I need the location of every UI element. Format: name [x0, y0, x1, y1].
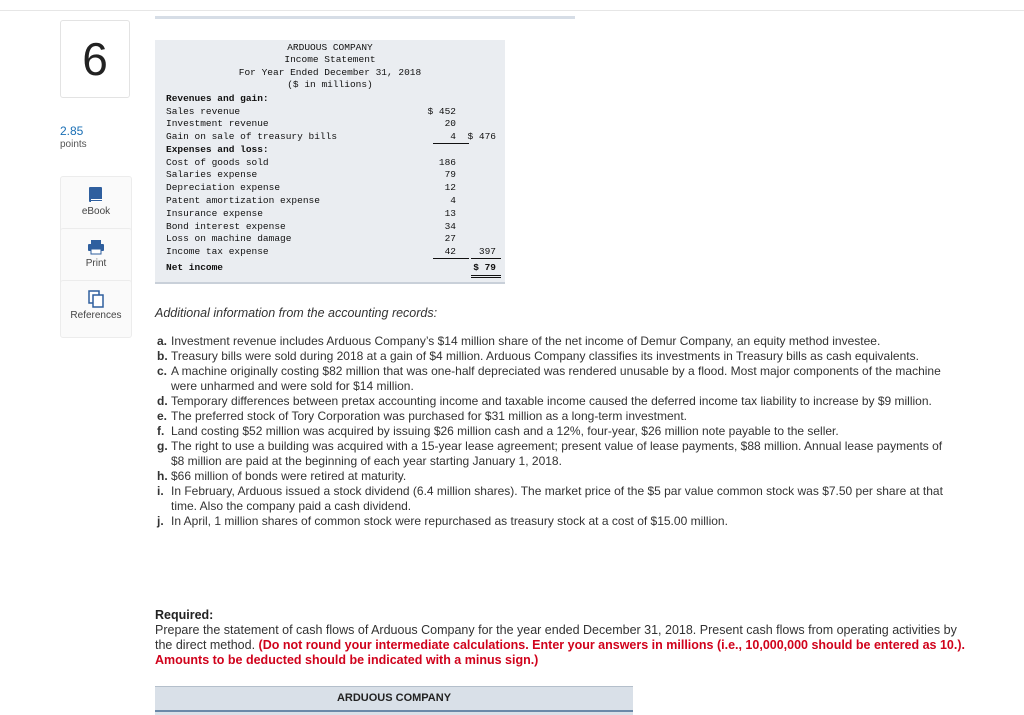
statement-row: Revenues and gain: — [166, 93, 269, 104]
statement-row: Bond interest expense 34 — [166, 221, 456, 232]
list-item: h. $66 million of bonds were retired at maturity. — [157, 469, 407, 483]
ebook-button[interactable] — [60, 176, 132, 234]
net-income-double-underline — [471, 277, 501, 278]
print-button[interactable] — [60, 228, 132, 286]
statement-bottom-bar — [155, 282, 505, 284]
print-label: Print — [85, 258, 107, 269]
question-number: 6 — [60, 20, 130, 98]
additional-info-heading: Additional information from the accounting records: — [155, 306, 438, 320]
points-value: 2.85 — [60, 124, 84, 138]
list-item: d. Temporary differences between pretax accounting income and taxable income caused the deferred income tax liability to increase by $9 million. — [157, 394, 932, 408]
printer-icon — [87, 238, 105, 256]
statement-company: ARDUOUS COMPANY — [287, 42, 373, 53]
statement-row: Investment revenue 20 — [166, 118, 456, 129]
statement-row: Gain on sale of treasury bills 4 $ 476 — [166, 131, 496, 142]
list-item: b. Treasury bills were sold during 2018 at a gain of $4 million. Arduous Company classifies its investments in Treasury bills as cash equivalents. — [157, 349, 919, 363]
list-item: f. Land costing $52 million was acquired by issuing $26 million cash and a 12%, four-year, $26 million note payable to the seller. — [157, 424, 839, 438]
net-income-double-underline — [471, 275, 501, 276]
list-item: g. The right to use a building was acquired with a 15-year lease agreement; present value of lease payments, $88 million. Annual lease payments of $8 million are paid at the beginning of each year starting January 1, 2018. — [157, 439, 943, 468]
list-item: c. A machine originally costing $82 million that was one-half depreciated was rendered unusable by a flood. Most major components of the machine were unharmed and were sold for $14 million. — [157, 364, 941, 393]
statement-period: For Year Ended December 31, 2018 — [238, 67, 422, 78]
book-icon — [88, 186, 104, 204]
list-item: a. Investment revenue includes Arduous Company’s $14 million share of the net income of Demur Company, an equity method investee. — [157, 334, 881, 348]
statement-units: ($ in millions) — [287, 79, 373, 90]
statement-row: Loss on machine damage 27 — [166, 233, 456, 244]
list-item: e. The preferred stock of Tory Corporation was purchased for $31 million as a long-term investment. — [157, 409, 688, 423]
income-statement — [155, 40, 505, 282]
references-icon — [88, 290, 104, 308]
statement-row: Cost of goods sold 186 — [166, 157, 456, 168]
references-button[interactable] — [60, 280, 132, 338]
points-label: points — [60, 139, 87, 150]
answer-table-divider — [155, 710, 633, 712]
references-label: References — [70, 310, 122, 321]
statement-top-bar — [155, 16, 575, 19]
list-item: j. In April, 1 million shares of common stock were repurchased as treasury stock at a cost of $15.00 million. — [157, 514, 728, 528]
statement-row: Depreciation expense 12 — [166, 182, 456, 193]
statement-row: Net income $ 79 — [166, 262, 496, 273]
required-text: Prepare the statement of cash flows of Arduous Company for the year ended December 31, 2018. Present cash flows from operating activities by the direct method. (Do not round your intermediate calculations. Enter your answers in millions (i.e., 10,000,000 should be entered as 10.). Amounts to be deducted should be indicated with a minus sign.) — [155, 623, 965, 667]
statement-row: Salaries expense 79 — [166, 169, 456, 180]
required-heading: Required: — [155, 608, 214, 622]
ebook-label: eBook — [81, 206, 111, 217]
subtotal-underline — [433, 143, 469, 144]
statement-row: Patent amortization expense 4 — [166, 195, 456, 206]
statement-row: Income tax expense 42 397 — [166, 246, 496, 257]
statement-row: Expenses and loss: — [166, 144, 269, 155]
statement-row: Insurance expense 13 — [166, 208, 456, 219]
statement-title: Income Statement — [284, 54, 376, 65]
subtotal-underline — [433, 258, 469, 259]
list-item: i. In February, Arduous issued a stock dividend (6.4 million shares). The market price of the $5 par value common stock was $7.50 per share at that time. Also the company paid a cash dividend. — [157, 484, 943, 513]
additional-info-list — [157, 334, 957, 529]
answer-table-title: ARDUOUS COMPANY — [336, 692, 452, 704]
required-instructions: (Do not round your intermediate calculations. Enter your answers in millions (i.e., 10,000,000 should be entered as 10.). Amounts to be deducted should be indicated with a minus sign.) — [155, 638, 965, 667]
total-underline — [471, 258, 501, 259]
top-divider — [0, 10, 1024, 11]
statement-row: Sales revenue $ 452 — [166, 106, 456, 117]
